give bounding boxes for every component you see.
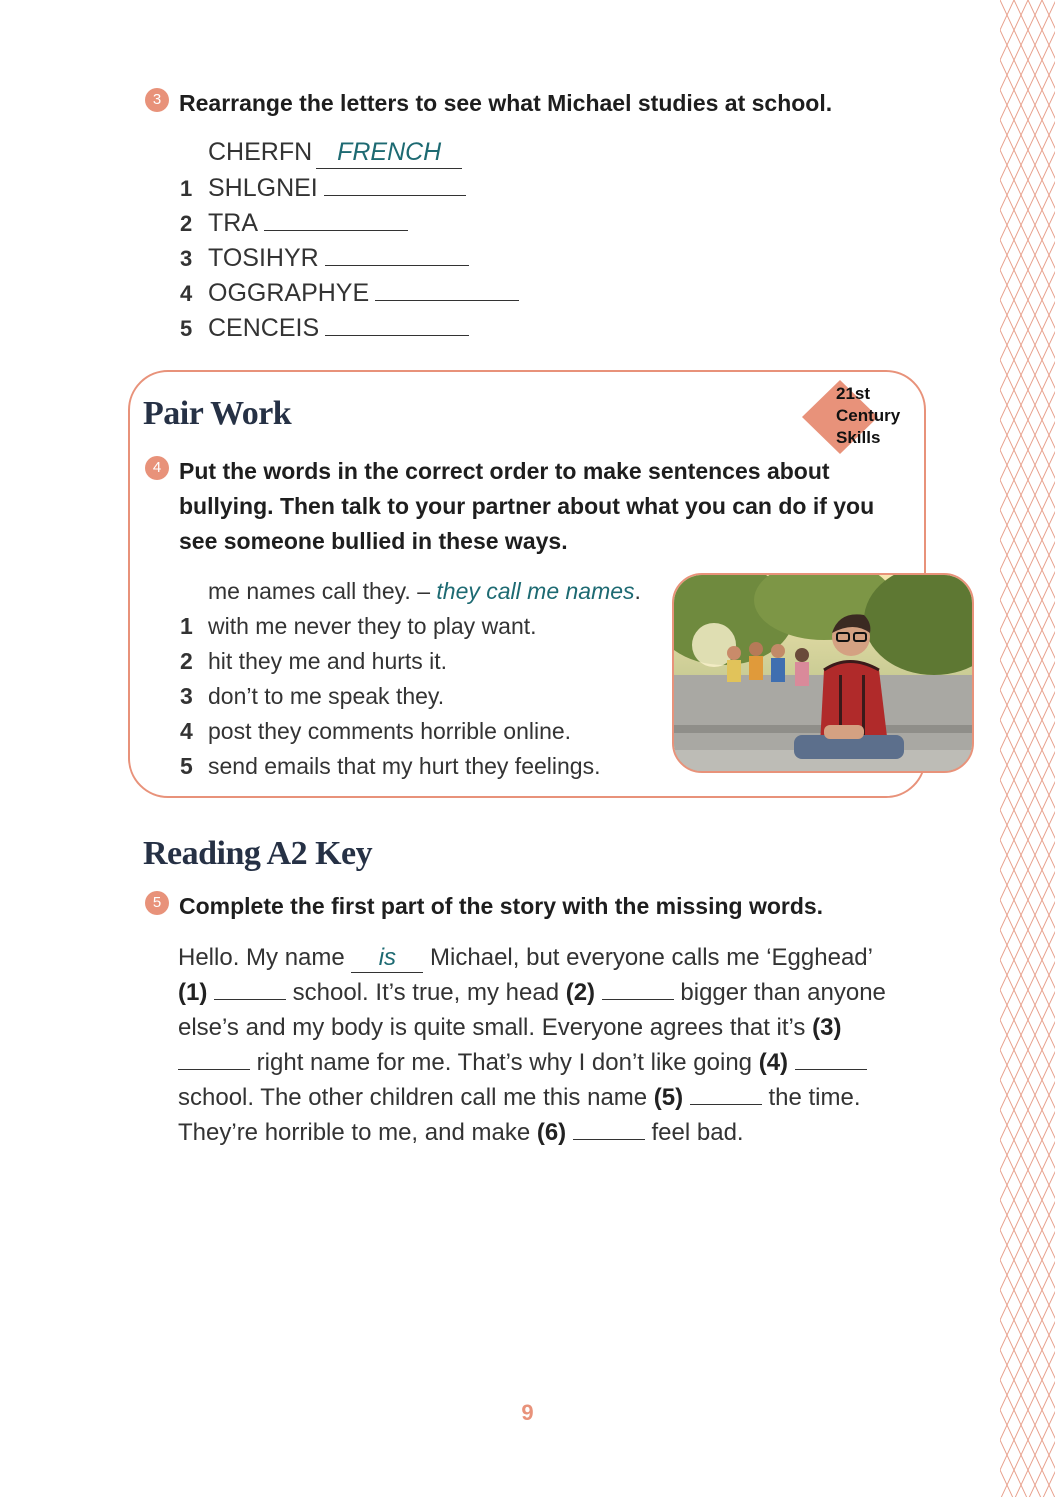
story-gap[interactable] <box>573 1118 645 1140</box>
anagram-item: 2 TRA <box>180 205 519 240</box>
story-gap[interactable] <box>602 978 674 1000</box>
example-gap-answer: is <box>351 947 423 973</box>
exercise-number-badge: 3 <box>145 88 169 112</box>
exercise-number-badge: 5 <box>145 891 169 915</box>
sentence-list <box>180 574 641 784</box>
exercise-number-badge: 4 <box>145 456 169 480</box>
story-gap[interactable] <box>795 1048 867 1070</box>
pair-work-title: Pair Work <box>143 395 292 432</box>
exercise-4-instruction: 4 Put the words in the correct order to make sentences about bullying. Then talk to your partner about what you can do if you see someone bullied in these ways. <box>145 454 895 559</box>
bullying-photo <box>672 573 974 773</box>
answer-blank[interactable] <box>324 170 466 196</box>
sentence-item: 5 send emails that my hurt they feelings. <box>180 753 601 779</box>
sentence-item: 4 post they comments horrible online. <box>180 718 572 744</box>
story-gap[interactable] <box>214 978 286 1000</box>
answer-blank[interactable] <box>375 275 519 301</box>
anagram-item: 3 TOSIHYR <box>180 240 519 275</box>
anagram-item: 5 CENCEIS <box>180 310 519 345</box>
sentence-item: 3 don’t to me speak they. <box>180 683 445 709</box>
answer-blank[interactable] <box>264 205 408 231</box>
bullying-photo-illustration <box>674 575 974 773</box>
exercise-3-instruction: 3 Rearrange the letters to see what Michael studies at school. <box>145 86 905 121</box>
story-gap[interactable] <box>178 1048 250 1070</box>
anagram-item: 4 OGGRAPHYE <box>180 275 519 310</box>
page-number: 9 <box>521 1400 534 1425</box>
side-lattice-pattern <box>1000 0 1055 1497</box>
sentence-example: me names call they. – they call me names. <box>208 578 641 604</box>
anagram-example: CHERFN FRENCH <box>180 135 519 170</box>
example-answer: FRENCH <box>316 139 462 169</box>
exercise-5-instruction: 5 Complete the first part of the story with the missing words. <box>145 889 905 924</box>
answer-blank[interactable] <box>325 240 469 266</box>
story-text: Hello. My name is Michael, but everyone calls me ‘Egghead’ (1) school. It’s true, my head (2) bigger than anyone else’s and my body is quite small. Everyone agrees that it’s (3) right name for me. That’s why I don’t like going (4) school. The other children call me this name (5) the time. They’re horrible to me, and make (6) feel bad. <box>178 944 886 1146</box>
century-skills-badge: 21st Century Skills <box>836 384 901 447</box>
anagram-item: 1 SHLGNEI <box>180 170 519 205</box>
sentence-item: 1 with me never they to play want. <box>180 613 537 639</box>
reading-section-title: Reading A2 Key <box>143 835 373 872</box>
answer-blank[interactable] <box>325 310 469 336</box>
story-gap[interactable] <box>690 1083 762 1105</box>
anagram-list <box>180 135 519 345</box>
sentence-item: 2 hit they me and hurts it. <box>180 648 448 674</box>
